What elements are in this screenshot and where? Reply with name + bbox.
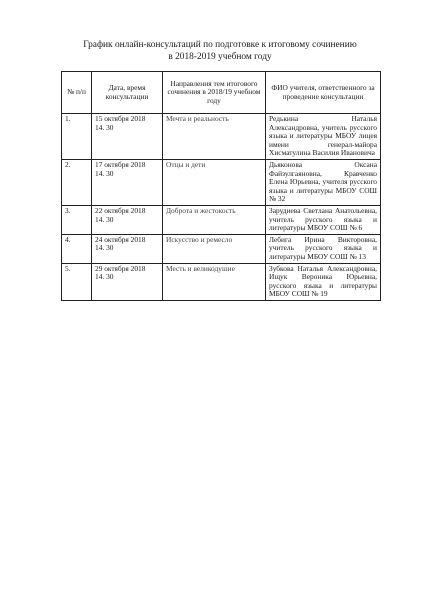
- table-row: [62, 263, 381, 300]
- row-topic: Доброта и жестокость: [163, 205, 266, 234]
- title-line-2: в 2018-2019 учебном году: [168, 51, 272, 62]
- row-date-time: [92, 205, 163, 234]
- row-date: 22 октября 2018: [95, 205, 146, 215]
- row-teacher: Зубкова Наталья Александровна, Ищук Вероника Юрьевна, русского языка и литературы МБОУ СОШ № 19: [266, 263, 381, 300]
- row-teacher: Лебига Ирина Викторовна, учитель русского языка и литературы МБОУ СОШ № 13: [266, 234, 381, 263]
- table-row: [62, 205, 381, 234]
- row-time: 14. 30: [95, 214, 114, 224]
- row-teacher: Редькина Наталья Александровна, учитель русского языка и литературы МБОУ лицея имени генерал-майора Хисматулина Василия Ивановича: [266, 114, 381, 160]
- row-number: 3.: [62, 205, 92, 234]
- row-topic: Отцы и дети: [163, 159, 266, 205]
- row-number: 1.: [62, 114, 92, 160]
- row-number: 5.: [62, 263, 92, 300]
- header-date-time: Дата, время консультации: [92, 72, 163, 114]
- consultation-schedule-table: [61, 71, 381, 301]
- table-row: [62, 159, 381, 205]
- row-date: 17 октября 2018: [95, 159, 146, 169]
- row-time: 14. 30: [95, 168, 114, 178]
- table-header-row: [62, 72, 381, 114]
- row-date-time: [92, 114, 163, 160]
- row-date-time: [92, 234, 163, 263]
- row-date-time: [92, 159, 163, 205]
- row-time: 14. 30: [95, 122, 114, 132]
- row-teacher: Дьяконова Оксана Файзулгаяновна, Кравченко Елена Юрьевна, учителя русского языка и литературы МБОУ СОШ № 32: [266, 159, 381, 205]
- header-topic: Направления тем итогового сочинения в 2018/19 учебном году: [163, 72, 266, 114]
- row-topic: Искусство и ремесло: [163, 234, 266, 263]
- row-time: 14. 30: [95, 243, 114, 253]
- table-row: [62, 114, 381, 160]
- row-number: 4.: [62, 234, 92, 263]
- row-time: 14. 30: [95, 272, 114, 282]
- header-teacher: ФИО учителя, ответственного за проведение консультации: [266, 72, 381, 114]
- row-topic: Мечта и реальность: [163, 114, 266, 160]
- row-date-time: [92, 263, 163, 300]
- table-row: [62, 234, 381, 263]
- row-date: 29 октября 2018: [95, 263, 146, 273]
- row-topic: Месть и великодушие: [163, 263, 266, 300]
- row-date: 24 октября 2018: [95, 234, 146, 244]
- row-date: 15 октября 2018: [95, 114, 146, 123]
- header-number: № п/п: [62, 72, 92, 114]
- title-line-1: График онлайн-консультаций по подготовке к итоговому сочинению: [83, 40, 357, 50]
- row-number: 2.: [62, 159, 92, 205]
- document-title: [60, 40, 380, 63]
- row-teacher: Зарудиева Светлана Анатольевна, учитель русского языка и литературы МБОУ СОШ № 6: [266, 205, 381, 234]
